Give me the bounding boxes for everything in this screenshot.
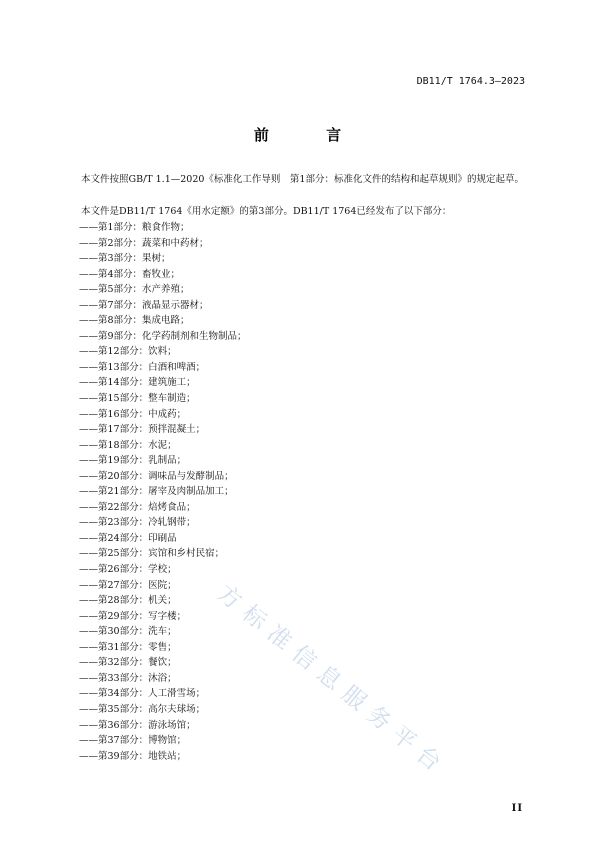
list-item: ——第32部分：餐饮；: [79, 657, 177, 669]
list-item: ——第1部分：粮食作物；: [79, 222, 190, 233]
list-item: ——第16部分：中成药；: [79, 408, 187, 420]
list-item: ——第20部分：调味品与发酵制品；: [79, 470, 234, 482]
list-item: ——第3部分：果树；: [79, 253, 171, 265]
list-item: ——第13部分：白酒和啤酒；: [79, 361, 206, 373]
watermark: 方标准信息服务平台: [212, 580, 453, 782]
list-item: ——第23部分：冷轧钢带；: [79, 517, 196, 529]
list-item: ——第14部分：建筑施工；: [79, 377, 196, 389]
list-item: ——第19部分：乳制品；: [79, 455, 187, 467]
list-item: ——第28部分：机关；: [79, 595, 177, 607]
list-item: ——第30部分：洗车；: [79, 626, 177, 638]
list-item: ——第17部分：预拌混凝土；: [79, 424, 206, 436]
list-item: ——第8部分：集成电路；: [79, 315, 190, 327]
list-item: ——第36部分：游泳场馆；: [79, 719, 196, 731]
list-item: ——第29部分：写字楼；: [79, 610, 187, 622]
list-item: ——第7部分：液晶显示器材；: [79, 299, 209, 311]
standard-code: DB11/T 1764.3—2023: [416, 76, 525, 87]
list-item: ——第27部分：医院；: [79, 579, 177, 591]
list-item: ——第26部分：学校；: [79, 564, 177, 576]
page-number: II: [511, 803, 523, 814]
list-item: ——第9部分：化学药制剂和生物制品；: [79, 330, 247, 342]
page-title: 前 言: [253, 126, 368, 144]
list-item: ——第35部分：高尔夫球场；: [79, 703, 206, 715]
list-item: ——第2部分：蔬菜和中药材；: [79, 237, 209, 249]
list-item: ——第31部分：零售；: [79, 641, 177, 653]
list-item: ——第34部分：人工滑雪场；: [79, 688, 206, 700]
list-item: ——第4部分：畜牧业；: [79, 268, 181, 280]
intro-paragraph-2: 本文件是DB11/T 1764《用水定额》的第3部分。DB11/T 1764已经发布了以下部分：: [81, 206, 452, 217]
intro-paragraph-1: 本文件按照GB/T 1.1—2020《标准化工作导则 第1部分：标准化文件的结构和起草规则》的规定起草。: [81, 174, 524, 185]
list-item: ——第33部分：沐浴；: [79, 672, 177, 684]
list-item: ——第37部分：博物馆；: [79, 735, 187, 747]
list-item: ——第21部分：屠宰及肉制品加工；: [79, 486, 234, 498]
list-item: ——第12部分：饮料；: [79, 346, 177, 358]
list-item: ——第39部分：地铁站；: [79, 750, 187, 762]
list-item: ——第25部分：宾馆和乡村民宿；: [79, 548, 225, 560]
list-item: ——第18部分：水泥；: [79, 439, 177, 451]
parts-list: [79, 220, 247, 764]
list-item: ——第15部分：整车制造；: [79, 393, 196, 405]
list-item: ——第22部分：焙烤食品；: [79, 501, 196, 513]
list-item: ——第5部分：水产养殖；: [79, 284, 190, 296]
list-item: ——第24部分：印刷品: [79, 532, 177, 544]
